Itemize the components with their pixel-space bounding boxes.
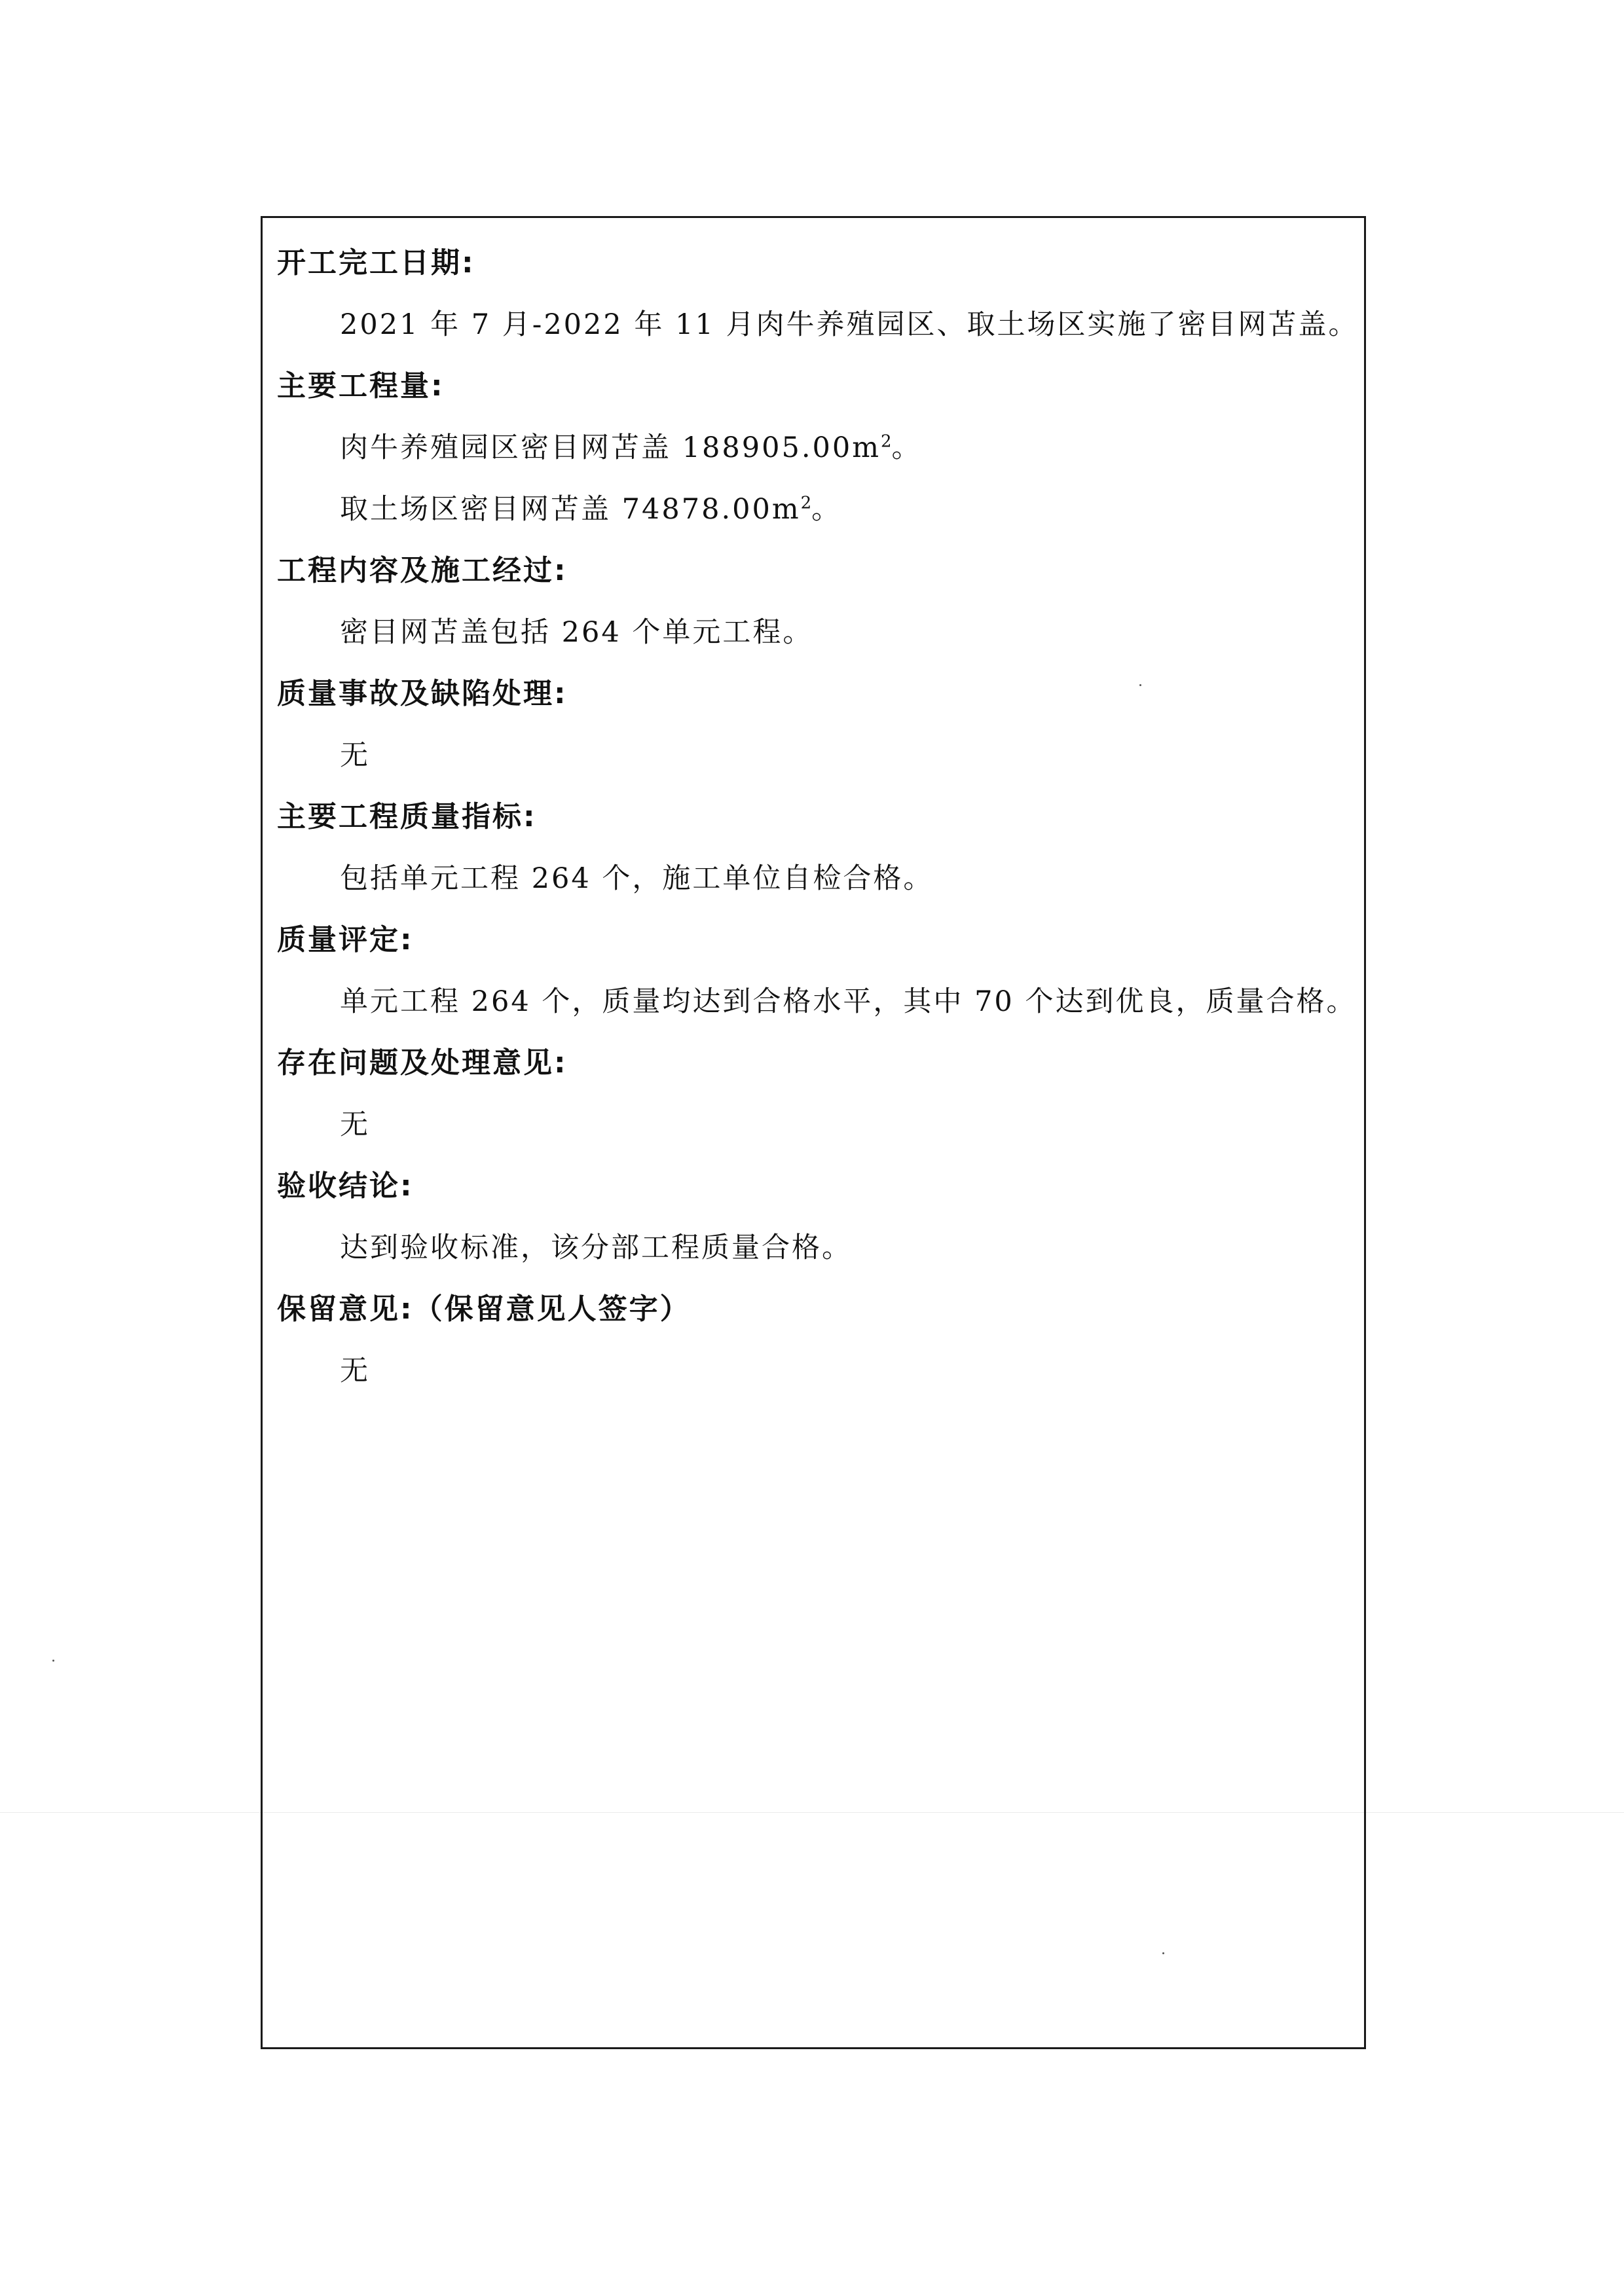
form-frame — [261, 216, 1366, 2049]
section-text-quality-assessment: 单元工程 264 个，质量均达到合格水平，其中 70 个达到优良，质量合格。 — [340, 985, 1357, 1018]
quantity-tail: 。 — [891, 431, 922, 464]
section-heading-dates: 开工完工日期: — [277, 246, 475, 280]
section-heading-quantities: 主要工程量: — [277, 369, 445, 403]
section-text-defects: 无 — [340, 739, 370, 772]
section-heading-issues: 存在问题及处理意见: — [277, 1046, 568, 1080]
section-heading-conclusion: 验收结论: — [277, 1169, 414, 1203]
section-text-quality-indicators: 包括单元工程 264 个，施工单位自检合格。 — [340, 862, 934, 895]
quantity-text: 取土场区密目网苫盖 74878.00m — [340, 493, 801, 526]
section-text-issues: 无 — [340, 1108, 370, 1141]
section-heading-construction: 工程内容及施工经过: — [277, 554, 568, 587]
section-text-dates: 2021 年 7 月-2022 年 11 月肉牛养殖园区、取土场区实施了密目网苫盖。 — [340, 308, 1359, 341]
section-text-conclusion: 达到验收标准，该分部工程质量合格。 — [340, 1231, 852, 1264]
section-heading-quality-assessment: 质量评定: — [277, 923, 414, 957]
scan-speck — [52, 1660, 54, 1662]
section-heading-reservations: 保留意见:（保留意见人签字） — [277, 1292, 691, 1326]
section-text-construction: 密目网苫盖包括 264 个单元工程。 — [340, 616, 813, 649]
section-text-reservations: 无 — [340, 1355, 370, 1387]
unit-superscript: 2 — [880, 431, 892, 452]
section-heading-defects: 质量事故及缺陷处理: — [277, 677, 568, 710]
section-text-quantity-cattle-park — [277, 417, 1350, 479]
quantity-text: 肉牛养殖园区密目网苫盖 188905.00m — [340, 431, 881, 464]
section-text-quantity-borrow-area — [277, 479, 1350, 540]
form-content — [277, 232, 1359, 1402]
section-heading-quality-indicators: 主要工程质量指标: — [277, 800, 537, 833]
quantity-tail: 。 — [811, 493, 842, 526]
unit-superscript: 2 — [800, 493, 812, 513]
